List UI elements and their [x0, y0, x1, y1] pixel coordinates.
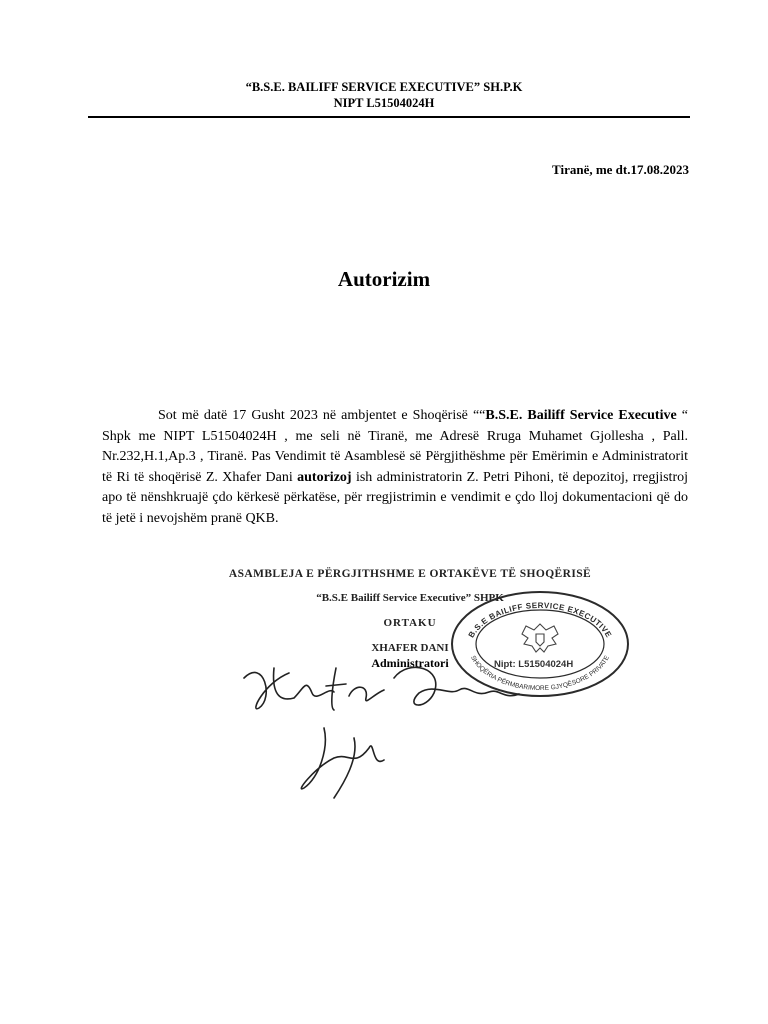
- seal-nipt: Nipt: L51504024H: [494, 659, 574, 670]
- document-title: Autorizim: [337, 267, 431, 291]
- handwritten-signature-icon: [234, 648, 554, 808]
- signature-role: ORTAKU: [383, 617, 437, 629]
- header-divider: [88, 116, 690, 118]
- seal-top-text: B.S.E BAILIFF SERVICE EXECUTIVE: [466, 600, 614, 640]
- body-text-1: Sot më datë 17 Gusht 2023 në ambjentet e Shoqërisë ““: [158, 408, 486, 423]
- company-header: “B.S.E. BAILIFF SERVICE EXECUTIVE” SH.P.K: [245, 80, 523, 94]
- seal-bottom-text: SHOQËRIA PËRMBARIMORE GJYQËSORE PRIVATE: [469, 654, 611, 693]
- body-company-name: B.S.E. Bailiff Service Executive: [485, 408, 677, 423]
- body-text-2: “ Shpk me NIPT L51504024H , me seli në Tiranë, me Adresë Rruga Muhamet Gjollesha , Pall. Nr.232,H.1,Ap.3 , Tiranë. Pas Vendimit të Asamblesë së Përgjithëshme për Emërimin e Administratorit të Ri të shoqërisë Z. Xhafer Dani: [102, 408, 688, 485]
- signature-block: [160, 548, 660, 820]
- signature-name: XHAFER DANI: [371, 642, 449, 654]
- place-date: Tiranë, me dt.17.08.2023: [552, 162, 689, 177]
- signature-company: “B.S.E Bailiff Service Executive” SHPK: [316, 592, 504, 604]
- authorization-paragraph: [102, 406, 688, 529]
- company-nipt: NIPT L51504024H: [333, 96, 435, 110]
- body-text-3: ish administratorin Z. Petri Pihoni, të depozitoj, rregjistroj apo të nënshkruajë çdo kërkesë përkatëse, për rregjistrimin e vendimit e çdo lloj dokumentacioni që do të jetë i nevojshëm pranë QKB.: [102, 469, 688, 526]
- body-verb: autorizoj: [297, 469, 352, 485]
- signature-title: Administratori: [371, 656, 449, 670]
- assembly-label: ASAMBLEJA E PËRGJITHSHME E ORTAKËVE TË SHOQËRISË: [228, 568, 592, 580]
